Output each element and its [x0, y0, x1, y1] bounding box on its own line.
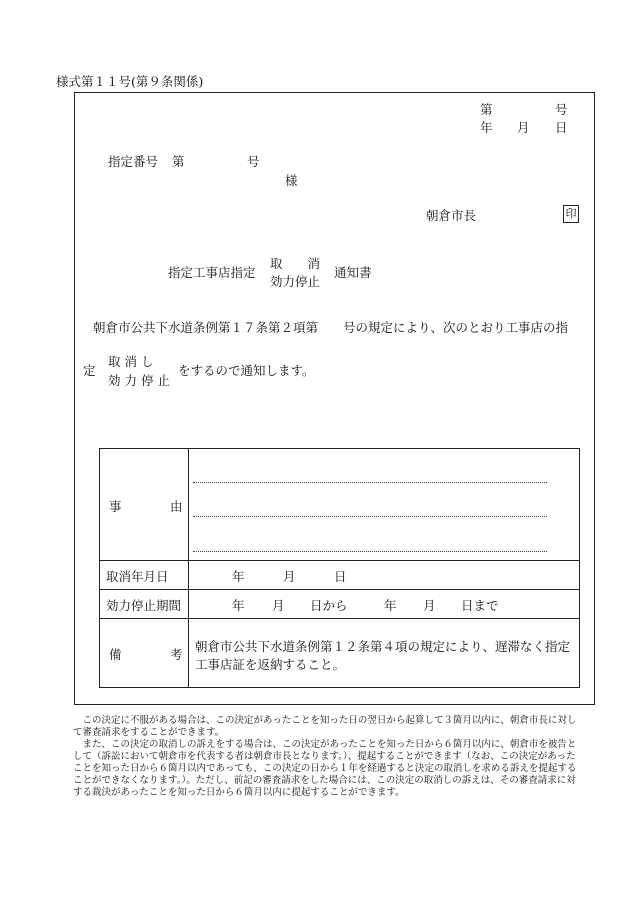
date-day: 日 [555, 120, 568, 135]
notice-title-part1: 指定工事店指定 [168, 265, 256, 280]
reason-blank-line [193, 551, 547, 552]
seal-mark: 印 [563, 205, 579, 223]
suspension-to-year: 年 [384, 598, 397, 613]
reason-label-2: 由 [170, 499, 183, 514]
recipient-honorific: 様 [285, 173, 298, 188]
suspension-to-day: 日まで [461, 598, 499, 613]
cancel-date-year: 年 [232, 569, 245, 584]
issuer-name: 朝倉市長 [426, 208, 477, 223]
appeal-note-paragraph-2: また、この決定の取消しの訴えをする場合は、この決定があったことを知った日から６箇月以内に、朝倉市を被告として（訴訟において朝倉市を代表する者は朝倉市長となります。）、提起することができます（なお、この決定があったことを知った日から６箇月以内であっても、この決定の日から１年を経過すると決定の取消しを求める訴えを提起することができなくなります。）。ただし、前記の審査請求をした場合には、この決定の取消しの訴えは、その審査請求に対する裁決があったことを知った日から６箇月以内に提起することができます。 [73, 739, 577, 798]
body-line-1: 朝倉市公共下水道条例第１７条第２項第 号の規定により、次のとおり工事店の指 [93, 320, 569, 335]
suspension-period-label: 効力停止期間 [106, 598, 182, 613]
suspension-from-year: 年 [232, 598, 245, 613]
body-option-cancel: 取 消 し [108, 354, 154, 369]
doc-number-prefix: 第 [480, 102, 493, 117]
table-column-divider [188, 449, 189, 687]
appeal-notes [73, 715, 583, 799]
notice-title-part2: 通知書 [334, 265, 372, 280]
body-option-suspend: 効 力 停 止 [108, 373, 170, 388]
designation-number-suffix: 号 [247, 154, 260, 169]
remarks-text-line-1: 朝倉市公共下水道条例第１２条第４項の規定により、遅滞なく指定 [195, 639, 571, 654]
reason-blank-line [193, 482, 547, 483]
table-row-divider [100, 618, 579, 619]
table-row-divider [100, 589, 579, 590]
suspension-from-day: 日から [310, 598, 348, 613]
body-line-2-end: をするので通知します。 [178, 363, 315, 378]
doc-number-suffix: 号 [555, 102, 568, 117]
suspension-from-month: 月 [272, 598, 285, 613]
suspension-to-month: 月 [423, 598, 436, 613]
cancel-date-day: 日 [334, 569, 347, 584]
remarks-label-1: 備 [109, 647, 122, 662]
designation-number-label: 指定番号 [108, 154, 159, 169]
form-number-title: 様式第１１号(第９条関係) [56, 74, 204, 89]
notice-title-option-suspend: 効力停止 [270, 274, 321, 289]
reason-blank-line [193, 516, 547, 517]
cancel-date-label: 取消年月日 [106, 569, 169, 584]
table-row-divider [100, 560, 579, 561]
appeal-note-paragraph-1: この決定に不服がある場合は、この決定があったことを知った日の翌日から起算して３箇月以内に、朝倉市長に対して審査請求をすることができます。 [73, 715, 577, 738]
body-line-2-start: 定 [83, 363, 96, 378]
date-month: 月 [517, 120, 530, 135]
designation-number-prefix: 第 [172, 154, 185, 169]
remarks-text-line-2: 工事店証を返納すること。 [195, 657, 346, 672]
reason-label-1: 事 [109, 499, 122, 514]
notice-title-option-cancel: 取 消 [270, 256, 321, 271]
cancel-date-month: 月 [283, 569, 296, 584]
remarks-label-2: 考 [170, 647, 183, 662]
date-year: 年 [480, 120, 493, 135]
